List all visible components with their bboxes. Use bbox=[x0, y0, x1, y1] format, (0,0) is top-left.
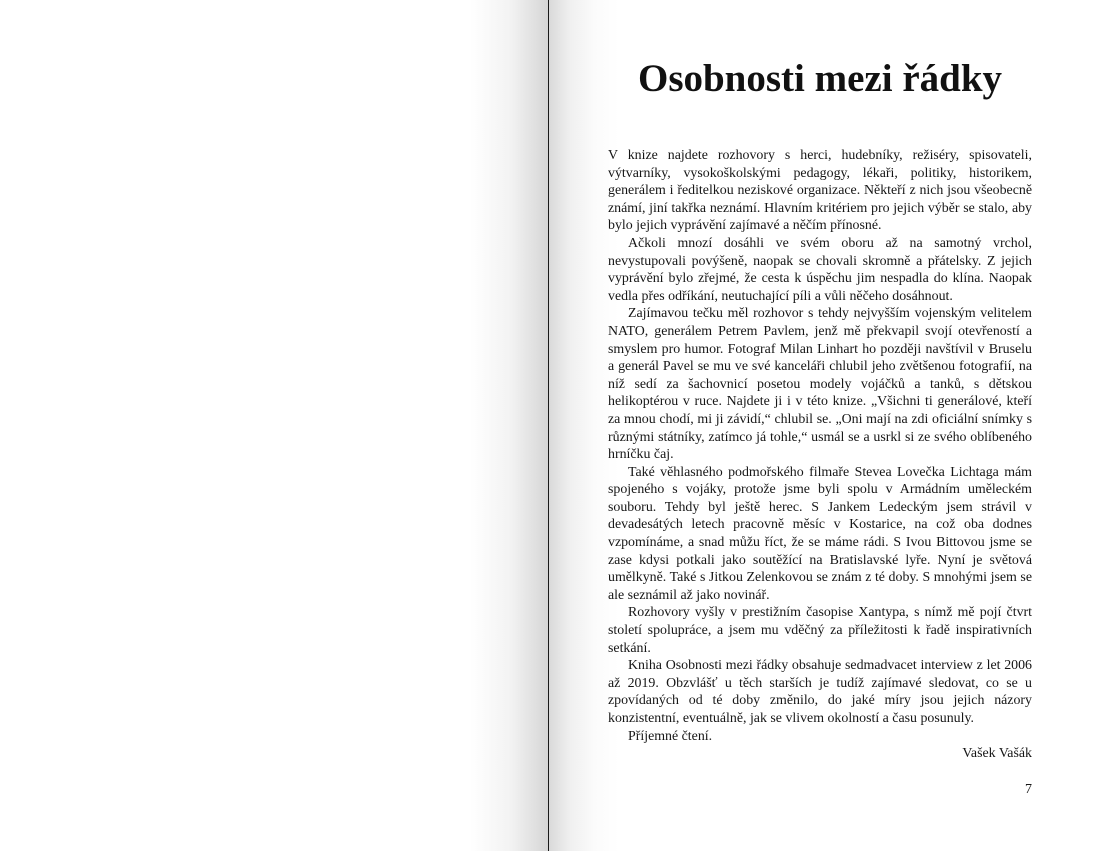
left-page-blank bbox=[0, 0, 548, 851]
paragraph-3: Zajímavou tečku měl rozhovor s tehdy nejvyšším vojenským velitelem NATO, generálem Petrem Pavlem, jenž mě překvapil svojí otevřeností a smyslem pro humor. Fotograf Milan Linhart ho později navštívil v Bruselu a generál Pavel se mu ve své kanceláři chlubil jeho zvětšenou fotografií, na níž sedí za šachovnicí posetou modely vojáčků a tanků, s dětskou helikoptérou v ruce. Najdete ji i v této knize. „Všichni ti generálové, kteří za mnou chodí, mi ji závidí,“ chlubil se. „Oni mají na zdi oficiální snímky s různými státníky, zatímco já tohle,“ usmál se a usrkl si ze svého oblíbeného hrníčku čaj. bbox=[608, 306, 1032, 463]
paragraph-4: Také věhlasného podmořského filmaře Stevea Lovečka Lichtaga mám spojeného s vojáky, protože jsme byli spolu v Armádním uměleckém souboru. Tehdy byl ještě herec. S Jankem Ledeckým jsem strávil v devadesátých letech pracovně měsíc v Kostarice, na což oba dodnes vzpomínáme, a snad můžu říct, že se máme rádi. S Ivou Bittovou jsme se zase kdysi potkali jako soutěžící na Bratislavské lyře. Nyní je světová umělkyně. Také s Jitkou Zelenkovou se znám z té doby. S mnohými jsem se ale seznámil až jako novinář. bbox=[608, 464, 1032, 603]
paragraph-5: Rozhovory vyšly v prestižním časopise Xantypa, s nímž mě pojí čtvrt století spolupráce, a jsem mu vděčný za příležitosti k řadě inspirativních setkání. bbox=[608, 605, 1032, 656]
paragraph-6: Kniha Osobnosti mezi řádky obsahuje sedmadvacet interview z let 2006 až 2019. Obzvlášť u těch starších je tudíž zajímavé sledovat, co se u zpovídaných od té doby změnilo, do jaké míry jsou jejich názory konzistentní, eventuálně, jak se vlivem okolností a času posunuly. bbox=[608, 658, 1032, 726]
page-title: Osobnosti mezi řádky bbox=[637, 57, 1003, 100]
paragraph-2: Ačkoli mnozí dosáhli ve svém oboru až na samotný vrchol, nevystupovali povýšeně, naopak se chovali skromně a přátelsky. Z jejich vyprávění bylo zřejmé, že cesta k úspěchu jim nespadla do klína. Naopak vedla přes odříkání, neutuchající píli a vůli něčeho dosáhnout. bbox=[608, 235, 1032, 304]
body-text bbox=[608, 147, 1032, 763]
right-page bbox=[549, 0, 1097, 851]
paragraph-1: V knize najdete rozhovory s herci, hudebníky, režiséry, spisovateli, výtvarníky, vysokoškolskými pedagogy, lékaři, politiky, historikem, generálem i ředitelkou neziskové organizace. Někteří z nich jsou všeobecně známí, jiní takřka neznámí. Hlavním kritériem pro jejich výběr se stalo, aby bylo jejich vyprávění zajímavé a něčím přínosné. bbox=[608, 148, 1032, 234]
paragraph-7: Příjemné čtení. bbox=[628, 728, 713, 744]
page-number: 7 bbox=[1025, 782, 1032, 797]
author-signature: Vašek Vašák bbox=[962, 746, 1032, 762]
